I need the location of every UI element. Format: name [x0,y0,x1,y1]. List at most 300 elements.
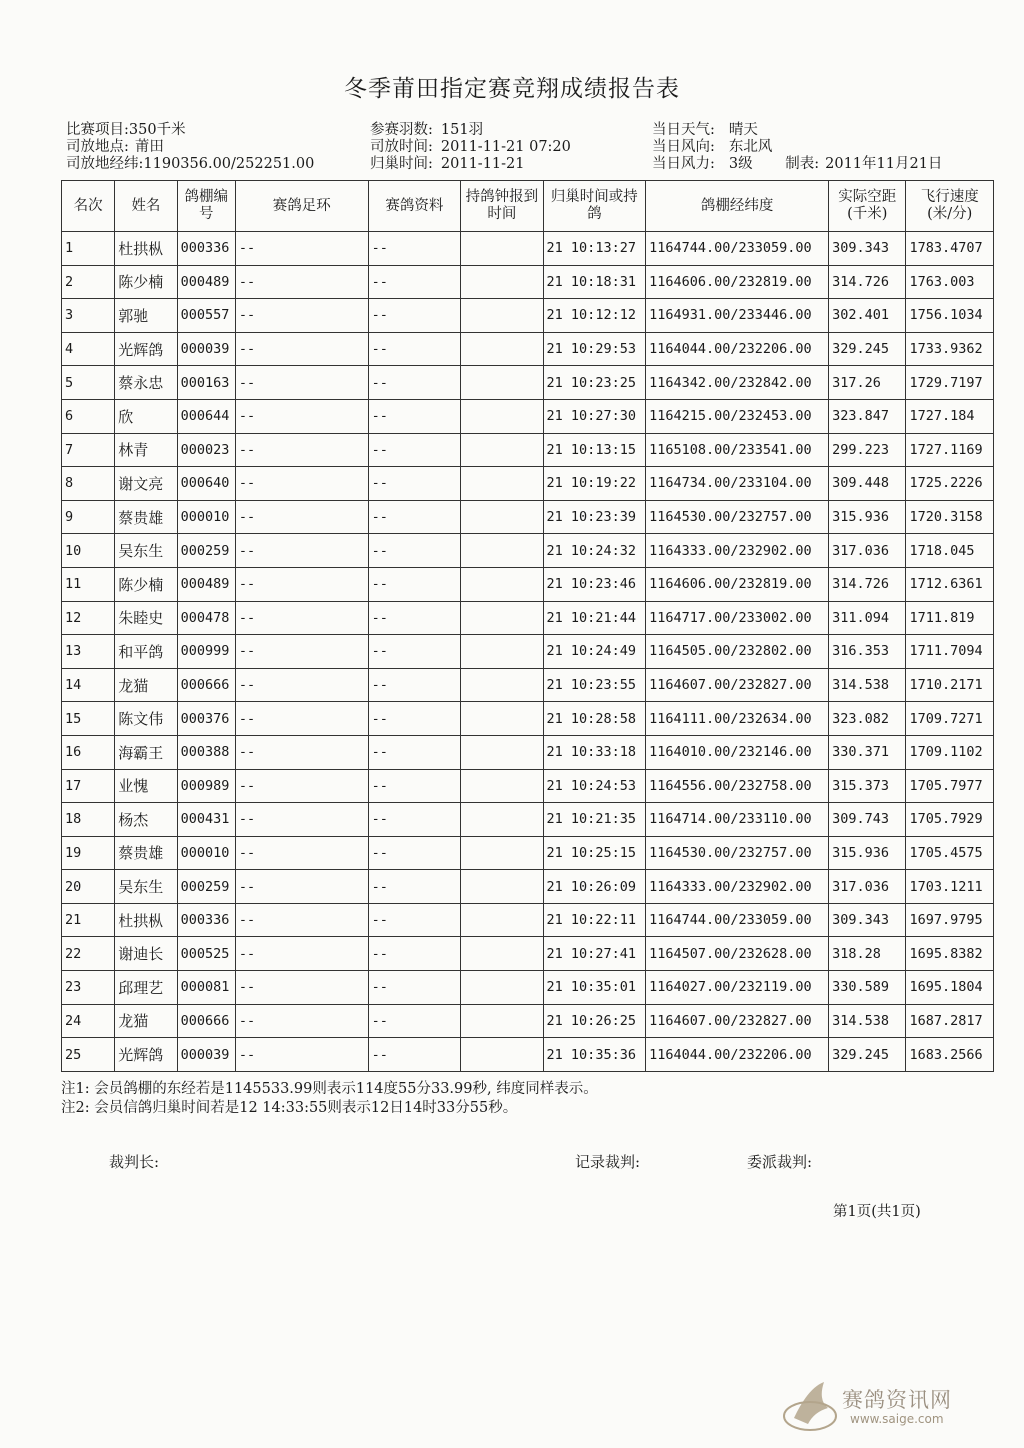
time-cell: 21 10:21:44 [543,601,646,635]
loft-cell: 000010 [177,836,235,870]
clock-cell [461,1004,543,1038]
weather-row [652,122,758,139]
loft-cell: 000644 [177,399,235,433]
table-row [62,635,994,669]
clock-cell [461,467,543,501]
speed-cell: 1711.819 [906,601,994,635]
info-cell: -- [368,366,460,400]
distance-cell: 323.847 [829,399,906,433]
entries-value: 151羽 [440,122,484,138]
loft-cell: 000489 [177,567,235,601]
release-place-label: 司放地点: [66,139,129,155]
clock-cell [461,567,543,601]
notes [61,1080,598,1118]
time-cell: 21 10:33:18 [543,735,646,769]
return-time-label: 归巢时间: [370,156,433,172]
distance-cell: 309.448 [829,467,906,501]
column-header: 持鸽钟报到时间 [461,181,543,232]
distance-cell: 315.373 [829,769,906,803]
name-cell: 杜拱枞 [115,232,177,266]
column-header: 飞行速度(米/分) [906,181,994,232]
report-title: 冬季莆田指定赛竞翔成绩报告表 [344,76,680,102]
coord-cell: 1164556.00/232758.00 [646,769,829,803]
speed-cell: 1683.2566 [906,1038,994,1072]
speed-cell: 1783.4707 [906,232,994,266]
rank-cell: 4 [62,332,115,366]
rank-cell: 25 [62,1038,115,1072]
loft-cell: 000081 [177,971,235,1005]
coord-cell: 1164606.00/232819.00 [646,567,829,601]
ring-cell: -- [235,399,368,433]
ring-cell: -- [235,332,368,366]
ring-cell: -- [235,668,368,702]
info-cell: -- [368,735,460,769]
distance-cell: 309.343 [829,232,906,266]
speed-cell: 1729.7197 [906,366,994,400]
name-cell: 杨杰 [115,803,177,837]
table-row [62,836,994,870]
info-cell: -- [368,467,460,501]
rank-cell: 15 [62,702,115,736]
ring-cell: -- [235,937,368,971]
loft-cell: 000259 [177,870,235,904]
info-cell: -- [368,668,460,702]
table-row [62,668,994,702]
rank-cell: 11 [62,567,115,601]
ring-cell: -- [235,836,368,870]
watermark-url: www.saige.com [850,1412,944,1426]
watermark-text: 赛鸽资讯网 [842,1388,952,1412]
loft-cell: 000489 [177,265,235,299]
table-row [62,1004,994,1038]
loft-cell: 000666 [177,668,235,702]
info-cell: -- [368,702,460,736]
rank-cell: 1 [62,232,115,266]
table-row [62,803,994,837]
time-cell: 21 10:24:32 [543,534,646,568]
clock-cell [461,500,543,534]
wind-dir-row [652,139,772,156]
release-coord-row [66,156,314,173]
clock-cell [461,937,543,971]
column-header: 实际空距(千米) [829,181,906,232]
ring-cell: -- [235,500,368,534]
coord-cell: 1164044.00/232206.00 [646,1038,829,1072]
time-cell: 21 10:23:25 [543,366,646,400]
rank-cell: 3 [62,299,115,333]
table-row [62,332,994,366]
info-cell: -- [368,265,460,299]
return-time-row [370,156,525,173]
time-cell: 21 10:27:30 [543,399,646,433]
distance-cell: 317.036 [829,534,906,568]
distance-cell: 309.343 [829,903,906,937]
rank-cell: 8 [62,467,115,501]
ring-cell: -- [235,735,368,769]
clock-cell [461,836,543,870]
distance-cell: 317.26 [829,366,906,400]
table-row [62,433,994,467]
ring-cell: -- [235,903,368,937]
wind-dir-value: 东北风 [728,139,773,155]
wind-force-label: 当日风力: [652,156,715,172]
info-cell: -- [368,332,460,366]
time-cell: 21 10:13:27 [543,232,646,266]
distance-cell: 329.245 [829,332,906,366]
table-row [62,467,994,501]
speed-cell: 1712.6361 [906,567,994,601]
loft-cell: 000023 [177,433,235,467]
wind-force-value: 3级 [728,156,753,172]
rank-cell: 7 [62,433,115,467]
weather-value: 晴天 [728,122,758,138]
time-cell: 21 10:18:31 [543,265,646,299]
time-cell: 21 10:35:01 [543,971,646,1005]
ring-cell: -- [235,769,368,803]
name-cell: 龙猫 [115,1004,177,1038]
coord-cell: 1164044.00/232206.00 [646,332,829,366]
ring-cell: -- [235,803,368,837]
entries-row [370,122,483,139]
table-row [62,735,994,769]
name-cell: 蔡贵雄 [115,500,177,534]
clock-cell [461,870,543,904]
distance-cell: 302.401 [829,299,906,333]
release-time-label: 司放时间: [370,139,433,155]
rank-cell: 16 [62,735,115,769]
column-header: 名次 [62,181,115,232]
name-cell: 郭驰 [115,299,177,333]
table-row [62,500,994,534]
column-header: 姓名 [115,181,177,232]
speed-cell: 1705.7977 [906,769,994,803]
distance-cell: 309.743 [829,803,906,837]
speed-cell: 1710.2171 [906,668,994,702]
watermark [780,1378,990,1438]
rank-cell: 23 [62,971,115,1005]
distance-cell: 315.936 [829,500,906,534]
coord-cell: 1164717.00/233002.00 [646,601,829,635]
clock-cell [461,903,543,937]
event-row [66,122,186,139]
time-cell: 21 10:22:11 [543,903,646,937]
speed-cell: 1703.1211 [906,870,994,904]
clock-cell [461,332,543,366]
distance-cell: 314.726 [829,265,906,299]
coord-cell: 1164607.00/232827.00 [646,668,829,702]
loft-cell: 000989 [177,769,235,803]
clock-cell [461,399,543,433]
time-cell: 21 10:19:22 [543,467,646,501]
time-cell: 21 10:23:39 [543,500,646,534]
coord-cell: 1164111.00/232634.00 [646,702,829,736]
name-cell: 蔡贵雄 [115,836,177,870]
distance-cell: 314.726 [829,567,906,601]
loft-cell: 000557 [177,299,235,333]
loft-cell: 000010 [177,500,235,534]
speed-cell: 1733.9362 [906,332,994,366]
speed-cell: 1695.8382 [906,937,994,971]
note-2: 注2: 会员信鸽归巢时间若是12 14:33:55则表示12日14时33分55秒。 [61,1100,518,1116]
page-number: 第1页(共1页) [833,1204,921,1220]
clock-cell [461,232,543,266]
info-cell: -- [368,399,460,433]
chief-judge-label: 裁判长: [109,1153,160,1171]
coord-cell: 1164027.00/232119.00 [646,971,829,1005]
speed-cell: 1756.1034 [906,299,994,333]
clock-cell [461,299,543,333]
ring-cell: -- [235,534,368,568]
rank-cell: 14 [62,668,115,702]
info-cell: -- [368,870,460,904]
table-row [62,971,994,1005]
name-cell: 陈文伟 [115,702,177,736]
table-row [62,299,994,333]
rank-cell: 20 [62,870,115,904]
release-time-value: 2011-11-21 07:20 [440,139,571,155]
info-cell: -- [368,937,460,971]
distance-cell: 317.036 [829,870,906,904]
table-body [62,232,994,1072]
table-row [62,601,994,635]
coord-cell: 1164530.00/232757.00 [646,500,829,534]
wind-dir-label: 当日风向: [652,139,715,155]
distance-cell: 329.245 [829,1038,906,1072]
rank-cell: 10 [62,534,115,568]
speed-cell: 1718.045 [906,534,994,568]
rank-cell: 24 [62,1004,115,1038]
name-cell: 业愧 [115,769,177,803]
time-cell: 21 10:24:53 [543,769,646,803]
rank-cell: 12 [62,601,115,635]
ring-cell: -- [235,433,368,467]
clock-cell [461,433,543,467]
info-cell: -- [368,534,460,568]
rank-cell: 6 [62,399,115,433]
name-cell: 龙猫 [115,668,177,702]
distance-cell: 314.538 [829,1004,906,1038]
distance-cell: 316.353 [829,635,906,669]
results-table [61,180,994,1072]
release-place-row [66,139,164,156]
entries-label: 参赛羽数: [370,122,433,138]
info-cell: -- [368,500,460,534]
made-value: 2011年11月21日 [825,156,943,172]
distance-cell: 299.223 [829,433,906,467]
rank-cell: 2 [62,265,115,299]
name-cell: 欣 [115,399,177,433]
table-row [62,702,994,736]
coord-cell: 1164333.00/232902.00 [646,534,829,568]
return-time-value: 2011-11-21 [440,156,525,172]
name-cell: 陈少楠 [115,265,177,299]
pigeon-logo-icon [780,1378,840,1436]
name-cell: 吴东生 [115,870,177,904]
info-cell: -- [368,769,460,803]
loft-cell: 000666 [177,1004,235,1038]
clock-cell [461,668,543,702]
distance-cell: 330.589 [829,971,906,1005]
table-row [62,366,994,400]
coord-cell: 1164734.00/233104.00 [646,467,829,501]
speed-cell: 1697.9795 [906,903,994,937]
loft-cell: 000478 [177,601,235,635]
name-cell: 朱睦史 [115,601,177,635]
ring-cell: -- [235,971,368,1005]
time-cell: 21 10:21:35 [543,803,646,837]
table-row [62,1038,994,1072]
speed-cell: 1720.3158 [906,500,994,534]
info-cell: -- [368,803,460,837]
name-cell: 谢文亮 [115,467,177,501]
time-cell: 21 10:27:41 [543,937,646,971]
rank-cell: 13 [62,635,115,669]
info-cell: -- [368,903,460,937]
name-cell: 邱理艺 [115,971,177,1005]
time-cell: 21 10:28:58 [543,702,646,736]
coord-cell: 1164342.00/232842.00 [646,366,829,400]
table-row [62,567,994,601]
table-row [62,399,994,433]
loft-cell: 000336 [177,903,235,937]
coord-cell: 1164507.00/232628.00 [646,937,829,971]
made-label: 制表: [785,156,820,172]
time-cell: 21 10:23:55 [543,668,646,702]
name-cell: 林青 [115,433,177,467]
rank-cell: 5 [62,366,115,400]
clock-cell [461,534,543,568]
speed-cell: 1763.003 [906,265,994,299]
distance-cell: 311.094 [829,601,906,635]
info-cell: -- [368,299,460,333]
coord-cell: 1164333.00/232902.00 [646,870,829,904]
event-label: 比赛项目: [66,122,129,138]
distance-cell: 315.936 [829,836,906,870]
ring-cell: -- [235,1038,368,1072]
table-row [62,232,994,266]
info-cell: -- [368,635,460,669]
table-row [62,265,994,299]
clock-cell [461,601,543,635]
speed-cell: 1725.2226 [906,467,994,501]
table-row [62,937,994,971]
speed-cell: 1695.1804 [906,971,994,1005]
clock-cell [461,803,543,837]
distance-cell: 330.371 [829,735,906,769]
coord-cell: 1164607.00/232827.00 [646,1004,829,1038]
coord-cell: 1164505.00/232802.00 [646,635,829,669]
clock-cell [461,769,543,803]
info-cell: -- [368,232,460,266]
clock-cell [461,971,543,1005]
table-row [62,534,994,568]
name-cell: 蔡永忠 [115,366,177,400]
rank-cell: 19 [62,836,115,870]
loft-cell: 000039 [177,332,235,366]
loft-cell: 000388 [177,735,235,769]
loft-cell: 000999 [177,635,235,669]
clock-cell [461,635,543,669]
ring-cell: -- [235,265,368,299]
ring-cell: -- [235,635,368,669]
name-cell: 和平鸽 [115,635,177,669]
coord-cell: 1165108.00/233541.00 [646,433,829,467]
table-row [62,903,994,937]
speed-cell: 1709.7271 [906,702,994,736]
distance-cell: 318.28 [829,937,906,971]
coord-cell: 1164931.00/233446.00 [646,299,829,333]
time-cell: 21 10:23:46 [543,567,646,601]
clock-cell [461,702,543,736]
speed-cell: 1727.1169 [906,433,994,467]
speed-cell: 1687.2817 [906,1004,994,1038]
ring-cell: -- [235,366,368,400]
release-place-value: 莆田 [134,139,164,155]
speed-cell: 1709.1102 [906,735,994,769]
distance-cell: 314.538 [829,668,906,702]
release-coord-label: 司放地经纬: [66,156,144,172]
speed-cell: 1727.184 [906,399,994,433]
coord-cell: 1164744.00/233059.00 [646,903,829,937]
speed-cell: 1705.7929 [906,803,994,837]
coord-cell: 1164215.00/232453.00 [646,399,829,433]
column-header: 鸽棚经纬度 [646,181,829,232]
name-cell: 吴东生 [115,534,177,568]
column-header: 赛鸽资料 [368,181,460,232]
column-header: 赛鸽足环 [235,181,368,232]
loft-cell: 000640 [177,467,235,501]
time-cell: 21 10:29:53 [543,332,646,366]
time-cell: 21 10:12:12 [543,299,646,333]
ring-cell: -- [235,870,368,904]
note-1: 注1: 会员鸽棚的东经若是1145533.99则表示114度55分33.99秒, 纬度同样表示。 [61,1081,598,1097]
time-cell: 21 10:26:25 [543,1004,646,1038]
record-judge-label: 记录裁判: [575,1153,641,1171]
loft-cell: 000525 [177,937,235,971]
column-header: 归巢时间或持鸽 [543,181,646,232]
rank-cell: 17 [62,769,115,803]
coord-cell: 1164714.00/233110.00 [646,803,829,837]
time-cell: 21 10:35:36 [543,1038,646,1072]
coord-cell: 1164606.00/232819.00 [646,265,829,299]
rank-cell: 18 [62,803,115,837]
time-cell: 21 10:24:49 [543,635,646,669]
loft-cell: 000336 [177,232,235,266]
ring-cell: -- [235,567,368,601]
release-time-row [370,139,571,156]
clock-cell [461,1038,543,1072]
event-value: 350千米 [128,122,186,138]
distance-cell: 323.082 [829,702,906,736]
release-coord-value: 1190356.00/252251.00 [143,156,315,172]
coord-cell: 1164010.00/232146.00 [646,735,829,769]
table-row [62,870,994,904]
info-cell: -- [368,1004,460,1038]
name-cell: 杜拱枞 [115,903,177,937]
ring-cell: -- [235,467,368,501]
loft-cell: 000259 [177,534,235,568]
table-row [62,769,994,803]
time-cell: 21 10:26:09 [543,870,646,904]
ring-cell: -- [235,299,368,333]
loft-cell: 000163 [177,366,235,400]
ring-cell: -- [235,601,368,635]
clock-cell [461,265,543,299]
name-cell: 光辉鸽 [115,1038,177,1072]
coord-cell: 1164744.00/233059.00 [646,232,829,266]
table-header-row [62,181,994,232]
info-cell: -- [368,433,460,467]
